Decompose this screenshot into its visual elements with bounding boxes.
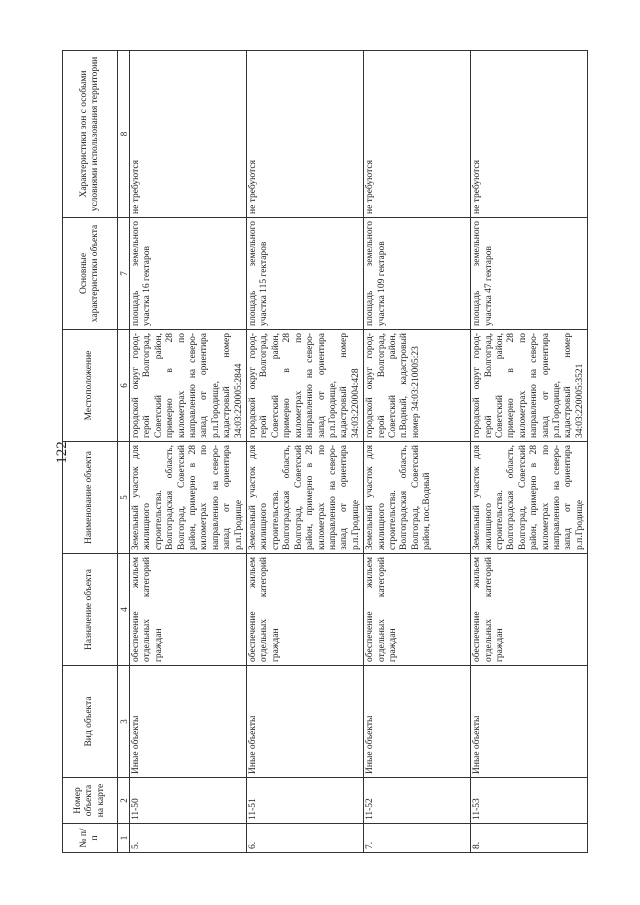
column-number: 8 xyxy=(118,51,130,218)
object-purpose: обеспечение жильем отдельных категорий граждан xyxy=(247,554,364,666)
object-purpose: обеспечение жильем отдельных категорий граждан xyxy=(364,554,471,666)
row-number: 6. xyxy=(247,824,364,853)
row-number: 7. xyxy=(364,824,471,853)
object-location: городской округ город-герой Волгоград, Советский район, примерно в 28 километрах по направлению на северо-запад от ориентира р.п.Городище, кадастровый номер 34:03:220005:2844 xyxy=(130,330,247,442)
object-characteristics: площадь земельного участка 115 гектаров xyxy=(247,218,364,330)
header-cell: Номер объекта на карте xyxy=(63,778,118,824)
objects-table xyxy=(62,50,588,853)
map-number: 11-51 xyxy=(247,778,364,824)
zone-characteristics: не требуются xyxy=(130,51,247,218)
header-cell: Основные характеристики объекта xyxy=(63,218,118,330)
object-purpose: обеспечение жильем отдельных категорий граждан xyxy=(471,554,588,666)
zone-characteristics: не требуются xyxy=(247,51,364,218)
column-number: 2 xyxy=(118,778,130,824)
header-cell: Назначение объекта xyxy=(63,554,118,666)
object-type: Иные объекты xyxy=(247,666,364,778)
table-row xyxy=(130,51,247,853)
page-number: 122 xyxy=(54,441,70,464)
object-location: городской округ город-герой Волгоград, Советский район, примерно в 28 километрах по направлению на северо-запад от ориентира р.п.Городище, кадастровый номер 34:03:220005:3521 xyxy=(471,330,588,442)
column-number: 1 xyxy=(118,824,130,853)
object-name: Земельный участок для жилищного строительства. Волгоградская область, Волгоград, Советский район, примерно в 28 километрах по направлению на северо-запад от ориентира р.п.Гродище xyxy=(247,442,364,554)
header-cell: Вид объекта xyxy=(63,666,118,778)
map-number: 11-52 xyxy=(364,778,471,824)
object-name: Земельный участок для жилищного строительства. Волгоградская область, Волгоград, Советский район, примерно в 28 километрах по направлению на северо-запад от ориентира р.п.Гродище xyxy=(130,442,247,554)
object-type: Иные объекты xyxy=(471,666,588,778)
object-characteristics: площадь земельного участка 47 гектаров xyxy=(471,218,588,330)
header-cell: Характеристики зон с особыми условиями использования территории xyxy=(63,51,118,218)
column-number: 7 xyxy=(118,218,130,330)
column-number: 3 xyxy=(118,666,130,778)
zone-characteristics: не требуются xyxy=(471,51,588,218)
object-name: Земельный участок для жилищного строительства. Волгоградская область, Волгоград, Советский район, примерно в 28 километрах по направлению на северо-запад от ориентира р.п.Гродище xyxy=(471,442,588,554)
column-number: 5 xyxy=(118,442,130,554)
column-number: 6 xyxy=(118,330,130,442)
map-number: 11-53 xyxy=(471,778,588,824)
object-characteristics: площадь земельного участка 109 гектаров xyxy=(364,218,471,330)
column-number: 4 xyxy=(118,554,130,666)
header-cell: № п/п xyxy=(63,824,118,853)
row-number: 8. xyxy=(471,824,588,853)
header-row xyxy=(63,51,118,853)
row-number: 5. xyxy=(130,824,247,853)
object-type: Иные объекты xyxy=(130,666,247,778)
table-row xyxy=(247,51,364,853)
header-cell: Наименование объекта xyxy=(63,442,118,554)
object-purpose: обеспечение жильем отдельных категорий граждан xyxy=(130,554,247,666)
object-characteristics: площадь земельного участка 16 гектаров xyxy=(130,218,247,330)
header-cell: Местоположение xyxy=(63,330,118,442)
table-row xyxy=(471,51,588,853)
zone-characteristics: не требуются xyxy=(364,51,471,218)
object-location: городской округ город-герой Волгоград, Советский район, п.Водный, кадастровый номер 34:03:210005:23 xyxy=(364,330,471,442)
map-number: 11-50 xyxy=(130,778,247,824)
column-number-row xyxy=(118,51,130,853)
table-row xyxy=(364,51,471,853)
object-name: Земельный участок для жилищного строительства. Волгоградская область, Волгоград, Советский район, пос.Водный xyxy=(364,442,471,554)
object-type: Иные объекты xyxy=(364,666,471,778)
object-location: городской округ город-герой Волгоград, Советский район, примерно в 28 километрах по направлению на северо-запад от ориентира р.п.Городище, кадастровый номер 34:03:220004:428 xyxy=(247,330,364,442)
